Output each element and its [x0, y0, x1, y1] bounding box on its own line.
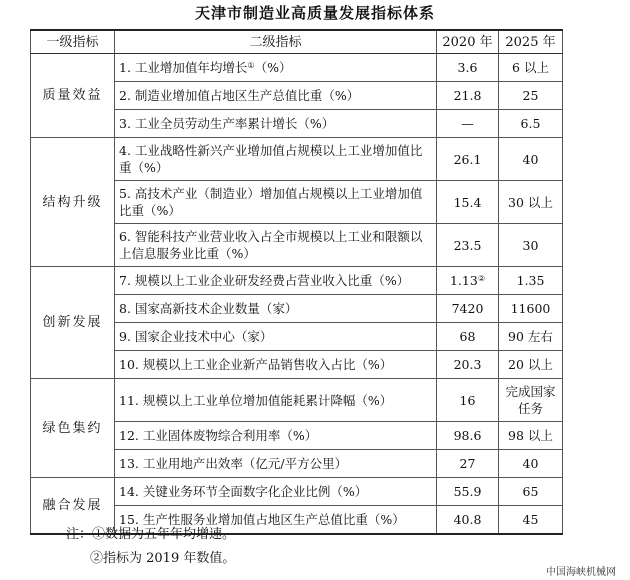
- indicator-name: 12. 工业固体废物综合利用率（%）: [115, 422, 437, 450]
- value-2025: 98 以上: [499, 422, 563, 450]
- footnote-1: 注：①数据为五年年均增速。: [66, 527, 236, 542]
- value-2020: 7420: [437, 295, 499, 323]
- value-2025: 6.5: [499, 110, 563, 138]
- value-2025: 20 以上: [499, 351, 563, 379]
- indicator-name: 5. 高技术产业（制造业）增加值占规模以上工业增加值比重（%）: [115, 181, 437, 224]
- footnote-marker: ①: [247, 61, 255, 70]
- source-watermark: 中国海峡机械网: [546, 567, 616, 578]
- value-2020: 23.5: [437, 224, 499, 267]
- value-2020: 3.6: [437, 54, 499, 82]
- value-2020: 20.3: [437, 351, 499, 379]
- category-green: 绿色集约: [31, 379, 115, 478]
- indicator-name: 14. 关键业务环节全面数字化企业比例（%）: [115, 478, 437, 506]
- indicator-name: 15. 生产性服务业增加值占地区生产总值比重（%）: [115, 506, 437, 535]
- value-2025: 40: [499, 450, 563, 478]
- value-2025: 40: [499, 138, 563, 181]
- indicator-name: 10. 规模以上工业企业新产品销售收入占比（%）: [115, 351, 437, 379]
- indicator-name: 6. 智能科技产业营业收入占全市规模以上工业和限额以上信息服务业比重（%）: [115, 224, 437, 267]
- value-2020: —: [437, 110, 499, 138]
- indicator-name: 1. 工业增加值年均增长①（%）: [115, 54, 437, 82]
- value-2025: 完成国家任务: [499, 379, 563, 422]
- value-2020: 1.13②: [437, 267, 499, 295]
- table-header-row: [31, 30, 563, 54]
- category-integration: 融合发展: [31, 478, 115, 535]
- indicator-name: 8. 国家高新技术企业数量（家）: [115, 295, 437, 323]
- header-2025: 2025 年: [499, 30, 563, 54]
- value-2020: 55.9: [437, 478, 499, 506]
- indicator-name: 13. 工业用地产出效率（亿元/平方公里）: [115, 450, 437, 478]
- value-2020: 16: [437, 379, 499, 422]
- category-structure: 结构升级: [31, 138, 115, 267]
- table-row: [31, 379, 563, 422]
- value-2025: 25: [499, 82, 563, 110]
- table-title: 天津市制造业高质量发展指标体系: [194, 4, 435, 22]
- value-2025: 1.35: [499, 267, 563, 295]
- value-2020: 98.6: [437, 422, 499, 450]
- header-2020: 2020 年: [437, 30, 499, 54]
- category-innovation: 创新发展: [31, 267, 115, 379]
- value-2020: 26.1: [437, 138, 499, 181]
- category-quality: 质量效益: [31, 54, 115, 138]
- indicator-name: 11. 规模以上工业单位增加值能耗累计降幅（%）: [115, 379, 437, 422]
- table-row: [31, 478, 563, 506]
- value-2020: 27: [437, 450, 499, 478]
- table-row: [31, 138, 563, 181]
- indicator-name: 9. 国家企业技术中心（家）: [115, 323, 437, 351]
- value-2025: 90 左右: [499, 323, 563, 351]
- indicator-name: 3. 工业全员劳动生产率累计增长（%）: [115, 110, 437, 138]
- value-2025: 45: [499, 506, 563, 535]
- value-2025: 6 以上: [499, 54, 563, 82]
- value-2020: 15.4: [437, 181, 499, 224]
- table-row: [31, 267, 563, 295]
- footnote-2: ②指标为 2019 年数值。: [90, 551, 236, 566]
- value-2025: 65: [499, 478, 563, 506]
- indicator-table: [30, 29, 563, 535]
- indicator-name: 7. 规模以上工业企业研发经费占营业收入比重（%）: [115, 267, 437, 295]
- header-level2: 二级指标: [115, 30, 437, 54]
- value-2020: 40.8: [437, 506, 499, 535]
- value-2025: 30 以上: [499, 181, 563, 224]
- indicator-name: 4. 工业战略性新兴产业增加值占规模以上工业增加值比重（%）: [115, 138, 437, 181]
- value-2020: 21.8: [437, 82, 499, 110]
- header-level1: 一级指标: [31, 30, 115, 54]
- indicator-name: 2. 制造业增加值占地区生产总值比重（%）: [115, 82, 437, 110]
- value-2025: 11600: [499, 295, 563, 323]
- footnote-marker: ②: [477, 274, 485, 283]
- footnotes: [66, 523, 235, 571]
- table-row: [31, 54, 563, 82]
- value-2025: 30: [499, 224, 563, 267]
- value-2020: 68: [437, 323, 499, 351]
